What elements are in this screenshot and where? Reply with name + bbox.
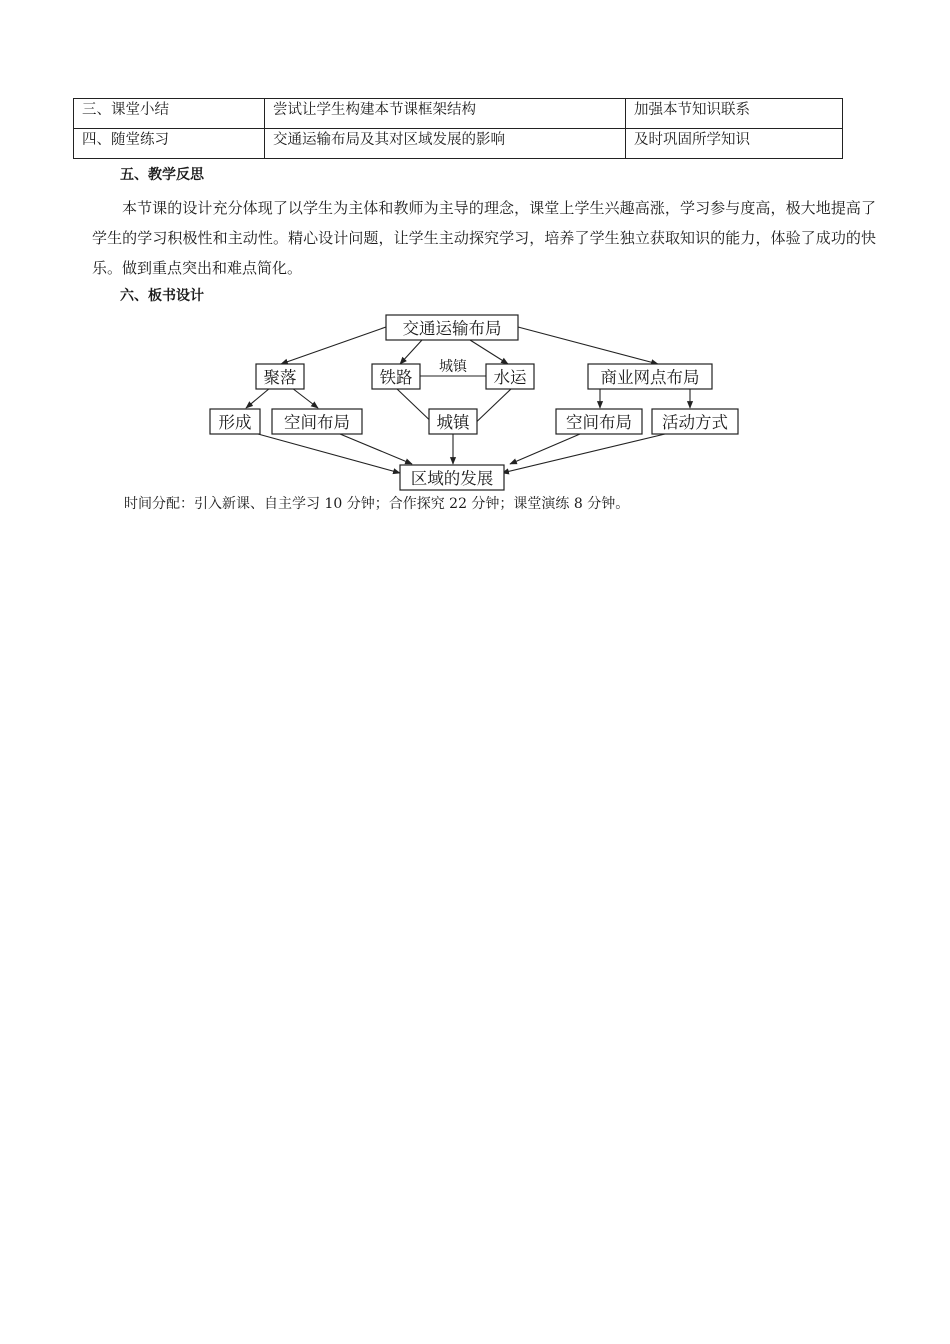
label-regional-development: 区域的发展 (410, 469, 494, 488)
section-heading-reflection: 五、教学反思 (120, 167, 204, 183)
table-cell-stage: 三、课堂小结 (74, 99, 265, 129)
arrow-layout-right-development (510, 434, 580, 464)
board-design-diagram (200, 310, 750, 496)
label-commerce: 商业网点布局 (600, 368, 700, 387)
label-activity-mode: 活动方式 (662, 413, 728, 432)
table-cell-stage: 四、随堂练习 (74, 129, 265, 159)
label-settlement: 聚落 (263, 368, 297, 387)
label-formation: 形成 (218, 413, 252, 432)
label-root: 交通运输布局 (402, 319, 502, 338)
label-spatial-layout-left: 空间布局 (284, 413, 350, 432)
label-railway: 铁路 (379, 368, 413, 387)
arrow-formation-development (258, 434, 400, 473)
time-allocation-text: 时间分配：引入新课、自主学习 10 分钟；合作探究 22 分钟；课堂演练 8 分钟。 (124, 496, 630, 512)
label-waterway: 水运 (493, 368, 527, 387)
table-cell-activity: 尝试让学生构建本节课框架结构 (265, 99, 626, 129)
arrow-activity-development (502, 434, 665, 473)
label-spatial-layout-right: 空间布局 (566, 413, 632, 432)
section-heading-board-design: 六、板书设计 (120, 288, 204, 304)
reflection-paragraph: 本节课的设计充分体现了以学生为主体和教师为主导的理念，课堂上学生兴趣高涨，学习参与度高，极大地提高了学生的学习积极性和主动性。精心设计问题，让学生主动探究学习，培养了学生独立获取知识的能力，体验了成功的快乐。做到重点突出和难点简化。 (92, 199, 876, 277)
arrow-root-settlement (281, 327, 386, 364)
table-cell-activity: 交通运输布局及其对区域发展的影响 (265, 129, 626, 159)
table-row (74, 129, 843, 159)
arrow-settlement-layout (292, 388, 318, 408)
label-town: 城镇 (436, 413, 470, 432)
table-cell-purpose: 及时巩固所学知识 (626, 129, 843, 159)
arrow-root-commerce (518, 327, 658, 364)
table-cell-purpose: 加强本节知识联系 (626, 99, 843, 129)
label-connector: 城镇 (439, 359, 467, 375)
lesson-plan-table (73, 98, 843, 159)
table-row (74, 99, 843, 129)
arrow-root-railway (400, 340, 422, 364)
arrow-settlement-formation (246, 388, 270, 408)
arrow-root-waterway (470, 340, 508, 364)
